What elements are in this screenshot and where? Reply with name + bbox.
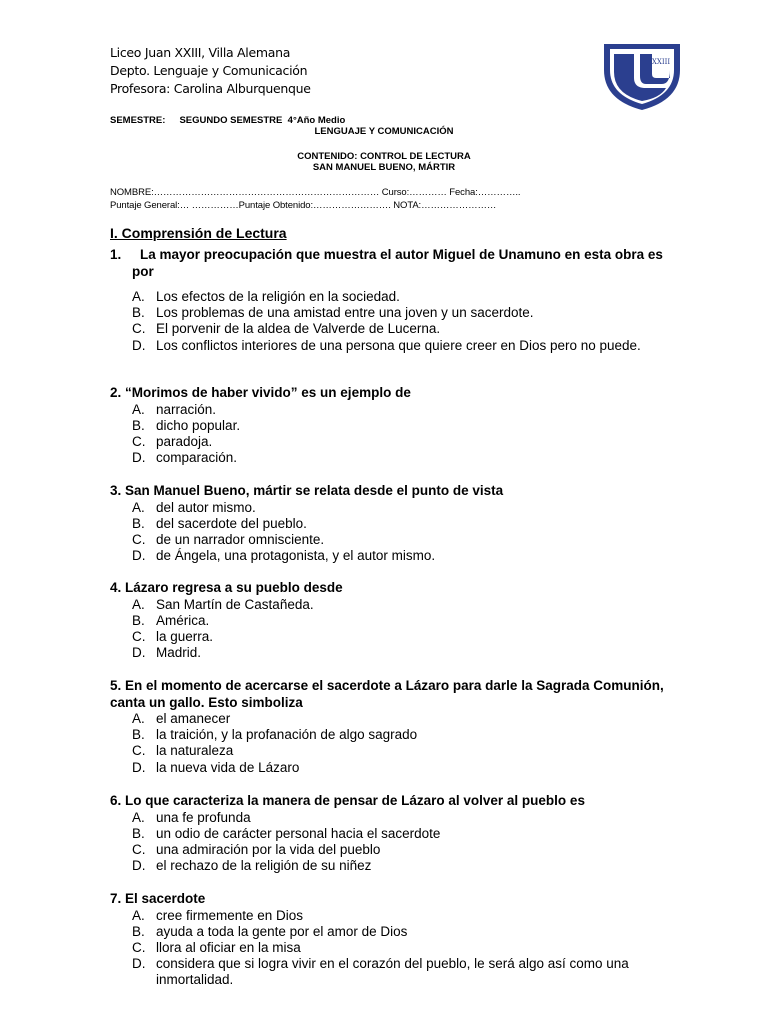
options-list — [110, 402, 670, 467]
option-c: C. El porvenir de la aldea de Valverde de Lucerna. — [132, 321, 441, 337]
student-info-line: NOMBRE:……………………………………………………………… Curso:………… Fecha:………….. — [110, 187, 521, 198]
section-title: I. Comprensión de Lectura — [110, 225, 287, 241]
option-c: C. la naturaleza — [132, 743, 234, 759]
question-stem: 2. “Morimos de haber vivido” es un ejemplo de — [110, 385, 411, 400]
option-b: B. América. — [132, 612, 210, 628]
semester-line — [110, 115, 345, 126]
question-1 — [110, 247, 670, 354]
option-b: B. dicho popular. — [132, 417, 241, 433]
grade-level: 4°Año Medio — [287, 115, 346, 126]
semester-label: SEMESTRE: — [110, 115, 166, 126]
question-stem: 3. San Manuel Bueno, mártir se relata desde el punto de vista — [110, 483, 504, 498]
option-a: A. del autor mismo. — [132, 499, 256, 515]
school-header — [110, 44, 311, 98]
question-stem: 4. Lázaro regresa a su pueblo desde — [110, 580, 343, 595]
option-d: D. Madrid. — [132, 645, 202, 661]
option-b: B. ayuda a toda la gente por el amor de Dios — [132, 923, 408, 939]
question-2 — [110, 385, 670, 466]
book-title: SAN MANUEL BUENO, MÁRTIR — [312, 162, 456, 173]
option-a: A. narración. — [132, 401, 217, 417]
option-b: B. Los problemas de una amistad entre una joven y un sacerdote. — [132, 305, 534, 321]
content-title: CONTENIDO: CONTROL DE LECTURA — [297, 151, 471, 162]
school-crest-logo — [600, 40, 684, 112]
options-list — [110, 711, 670, 776]
option-d: D. la nueva vida de Lázaro — [132, 759, 300, 775]
semester-value: SEGUNDO SEMESTRE — [179, 115, 283, 126]
question-stem: 6. Lo que caracteriza la manera de pensar de Lázaro al volver al pueblo es — [110, 793, 585, 808]
question-stem: 7. El sacerdote — [110, 891, 206, 906]
options-list — [110, 289, 670, 354]
option-b: B. del sacerdote del pueblo. — [132, 515, 307, 531]
option-b: B. un odio de carácter personal hacia el sacerdote — [132, 825, 441, 841]
question-5 — [110, 678, 670, 776]
option-d: D. el rechazo de la religión de su niñez — [132, 858, 372, 874]
question-6 — [110, 793, 670, 874]
question-stem: 5. En el momento de acercarse el sacerdote a Lázaro para darle la Sagrada Comunión, canta un gallo. Esto simboliza — [110, 678, 664, 710]
option-a: A. una fe profunda — [132, 809, 251, 825]
options-list — [110, 500, 670, 565]
option-d: D. comparación. — [132, 450, 238, 466]
question-3 — [110, 483, 670, 564]
school-name: Liceo Juan XXIII, Villa Alemana — [110, 45, 291, 60]
option-d: D. Los conflictos interiores de una persona que quiere creer en Dios pero no puede. — [132, 337, 641, 353]
option-c: C. llora al oficiar en la misa — [132, 939, 301, 955]
option-c: C. la guerra. — [132, 628, 214, 644]
question-7 — [110, 891, 670, 989]
score-info-line: Puntaje General:… ……………Puntaje Obtenido:……………………. NOTA:…………………… — [110, 200, 497, 211]
option-a: A. el amanecer — [132, 711, 231, 726]
options-list — [110, 810, 670, 875]
option-d: D. de Ángela, una protagonista, y el autor mismo. — [132, 548, 436, 564]
option-c: C. de un narrador omnisciente. — [132, 531, 325, 547]
subject-title: LENGUAJE Y COMUNICACIÓN — [314, 126, 454, 137]
option-c: C. paradoja. — [132, 433, 213, 449]
crest-text: XXIII — [651, 58, 671, 66]
option-b: B. la traición, y la profanación de algo sagrado — [132, 727, 418, 743]
option-a: A. Los efectos de la religión en la sociedad. — [132, 289, 400, 304]
option-a: A. cree firmemente en Dios — [132, 907, 304, 923]
question-stem: 1. La mayor preocupación que muestra el autor Miguel de Unamuno en esta obra es por — [110, 247, 663, 279]
question-4 — [110, 580, 670, 661]
teacher-name: Profesora: Carolina Alburquenque — [110, 81, 311, 96]
options-list — [110, 908, 670, 989]
option-c: C. una admiración por la vida del pueblo — [132, 841, 381, 857]
options-list — [110, 597, 670, 662]
option-d: D. considera que si logra vivir en el corazón del pueblo, le será algo así como una inmortalidad. — [132, 956, 629, 988]
department-name: Depto. Lenguaje y Comunicación — [110, 63, 308, 78]
option-a: A. San Martín de Castañeda. — [132, 596, 314, 612]
